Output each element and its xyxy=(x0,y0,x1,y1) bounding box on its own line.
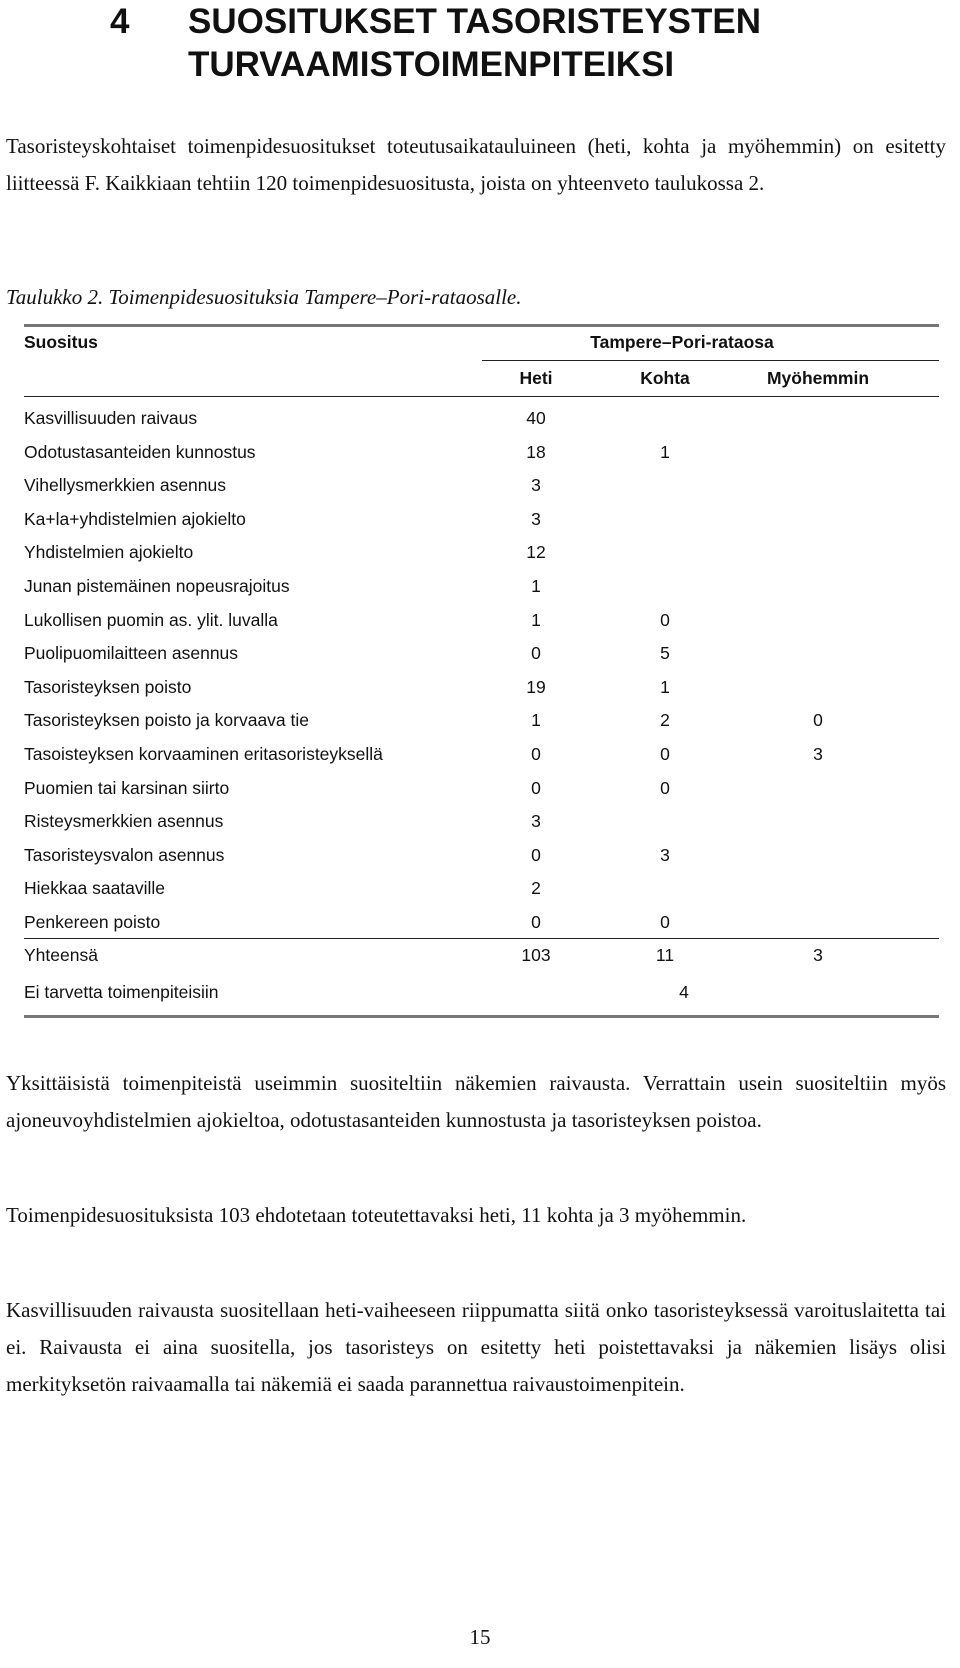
row-heti: 2 xyxy=(531,878,541,899)
section-title: SUOSITUKSET TASORISTEYSTEN TURVAAMISTOIMENPITEIKSI xyxy=(188,2,762,84)
subheader-heti: Heti xyxy=(519,368,553,388)
row-kohta: 0 xyxy=(660,912,670,932)
row-heti: 12 xyxy=(526,542,546,563)
row-label: Puomien tai karsinan siirto xyxy=(24,777,230,798)
group-header: Tampere–Pori-rataosa xyxy=(590,332,774,352)
total-kohta: 11 xyxy=(655,945,675,965)
row-kohta: 0 xyxy=(660,744,670,764)
total-top-rule xyxy=(24,938,939,939)
row-heti: 0 xyxy=(531,844,541,865)
subheader-kohta: Kohta xyxy=(640,368,690,388)
row-kohta: 0 xyxy=(660,609,670,630)
column-header-suositus: Suositus xyxy=(24,332,98,352)
row-label: Odotustasanteiden kunnostus xyxy=(24,441,256,462)
row-heti: 40 xyxy=(526,408,546,428)
header-bottom-rule xyxy=(24,396,939,397)
row-heti: 1 xyxy=(531,609,541,630)
paragraph-2: Toimenpidesuosituksista 103 ehdotetaan toteutettavaksi heti, 11 kohta ja 3 myöhemmin. xyxy=(6,1203,747,1227)
section-number: 4 xyxy=(110,2,130,41)
row-myohemmin: 3 xyxy=(813,744,823,764)
row-label: Ka+la+yhdistelmien ajokielto xyxy=(24,508,246,529)
total-myohemmin: 3 xyxy=(813,945,823,965)
row-kohta: 3 xyxy=(660,844,670,865)
row-label: Penkereen poisto xyxy=(24,912,161,932)
no-action-value: 4 xyxy=(679,982,689,1002)
row-kohta: 0 xyxy=(660,777,670,798)
row-heti: 0 xyxy=(531,777,541,798)
row-heti: 1 xyxy=(531,576,541,596)
intro-paragraph: Tasoristeyskohtaiset toimenpidesuositukset toteutusaikatauluineen (heti, kohta ja myöhemmin) on esitetty liitteessä F. Kaikkiaan tehtiin 120 toimenpidesuositusta, joista on yhteenveto taulukossa 2. xyxy=(6,134,946,195)
page-number: 15 xyxy=(469,1625,491,1649)
total-heti: 103 xyxy=(521,945,551,965)
row-heti: 19 xyxy=(526,676,546,697)
group-header-rule xyxy=(482,360,939,361)
row-heti: 18 xyxy=(526,441,546,462)
row-label: Tasoristeyksen poisto ja korvaava tie xyxy=(24,710,309,731)
paragraph-3: Kasvillisuuden raivausta suositellaan heti-vaiheeseen riippumatta siitä onko tasoristeyksessä varoituslaitetta tai ei. Raivausta ei aina suositella, jos tasoristeys on esitetty heti poistettavaksi ja näkemien lisäys olisi merkityksetön raivaamalla tai näkemiä ei saada parannettua raivaustoimenpitein. xyxy=(6,1298,946,1396)
row-label: Tasoristeyksen poisto xyxy=(24,676,192,697)
row-kohta: 1 xyxy=(660,441,670,462)
row-label: Tasoristeysvalon asennus xyxy=(24,844,225,865)
row-heti: 0 xyxy=(531,912,541,932)
table-top-rule xyxy=(24,324,939,327)
row-kohta: 1 xyxy=(660,676,670,697)
row-label: Lukollisen puomin as. ylit. luvalla xyxy=(24,609,278,630)
row-label: Puolipuomilaitteen asennus xyxy=(24,643,239,664)
row-label: Yhdistelmien ajokielto xyxy=(24,542,194,563)
total-label: Yhteensä xyxy=(24,945,98,965)
row-label: Junan pistemäinen nopeusrajoitus xyxy=(24,576,290,596)
row-kohta: 2 xyxy=(660,710,670,731)
subheader-myohemmin: Myöhemmin xyxy=(766,368,870,388)
row-label: Hiekkaa saataville xyxy=(24,878,166,899)
row-label: Risteysmerkkien asennus xyxy=(24,811,224,832)
row-label: Tasoisteyksen korvaaminen eritasoristeyksellä xyxy=(24,744,383,764)
row-heti: 3 xyxy=(531,508,541,529)
paragraph-1: Yksittäisistä toimenpiteistä useimmin suositeltiin näkemien raivausta. Verrattain usein suositeltiin myös ajoneuvoyhdistelmien ajokieltoa, odotustasanteiden kunnostusta ja tasoristeyksen poistoa. xyxy=(6,1071,946,1132)
table-caption: Taulukko 2. Toimenpidesuosituksia Tampere–Pori-rataosalle. xyxy=(6,285,522,309)
table-bottom-rule xyxy=(24,1015,939,1018)
row-heti: 3 xyxy=(531,475,541,496)
row-label: Vihellysmerkkien asennus xyxy=(24,475,227,496)
row-label: Kasvillisuuden raivaus xyxy=(24,408,198,428)
no-action-label: Ei tarvetta toimenpiteisiin xyxy=(24,982,219,1002)
row-heti: 1 xyxy=(531,710,541,731)
row-heti: 3 xyxy=(531,811,541,832)
row-kohta: 5 xyxy=(660,643,670,664)
row-myohemmin: 0 xyxy=(813,710,823,731)
row-heti: 0 xyxy=(531,744,541,764)
row-heti: 0 xyxy=(531,643,541,664)
